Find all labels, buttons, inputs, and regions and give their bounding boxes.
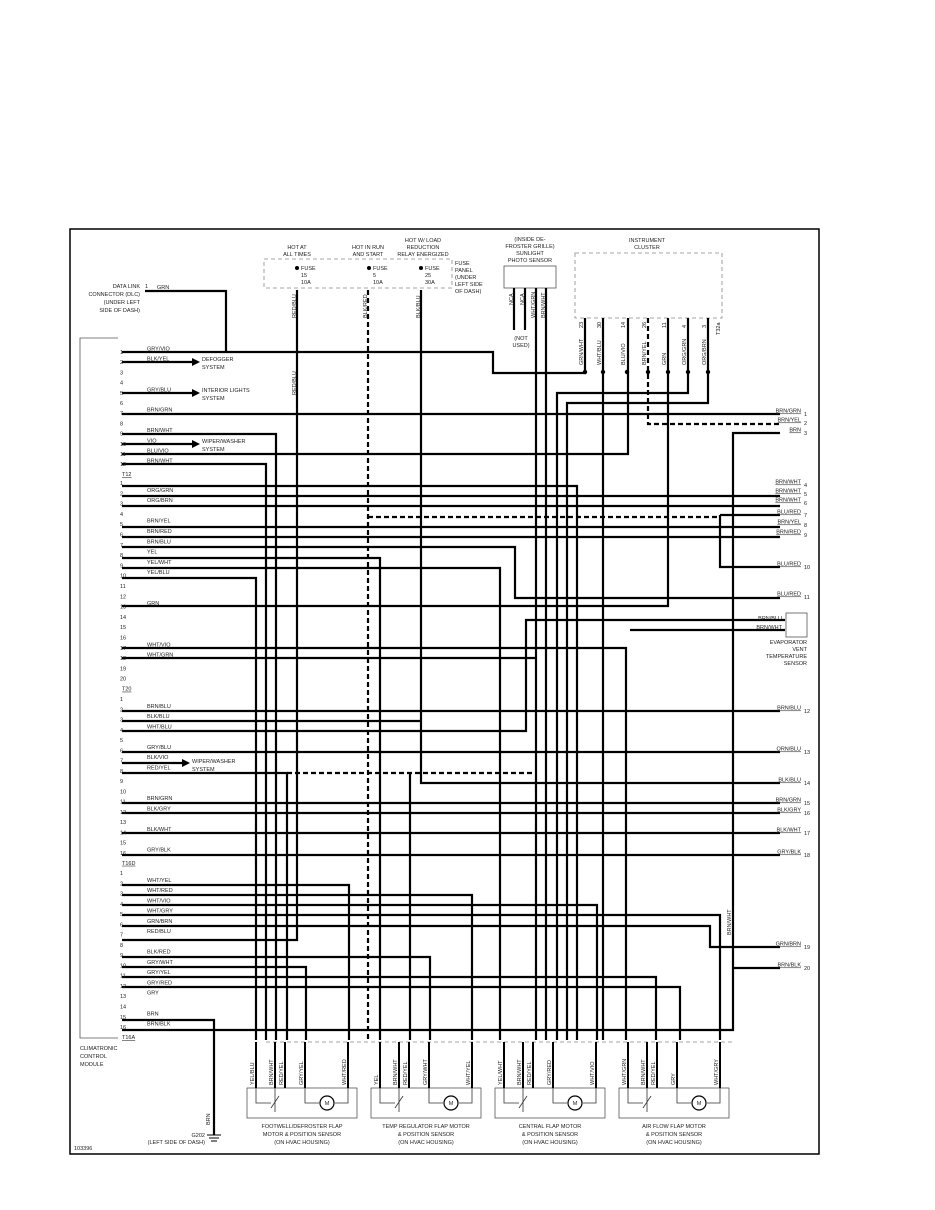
right-wire-label: BLK/BLU [778, 777, 801, 784]
fuse-5 [352, 245, 388, 318]
right-ref-number: 18 [804, 853, 811, 859]
pin-wire-label: GRY/WHT [147, 959, 173, 966]
motor-wire-label: GRY/YEL [299, 1061, 305, 1085]
motor-wire-label: BRN/WHT [269, 1059, 275, 1085]
pin-number: 3 [120, 501, 124, 508]
motor-label: FOOTWELL/DEFROSTER FLAP [261, 1124, 343, 1130]
svg-text:PANEL: PANEL [455, 268, 473, 274]
pin-wire-label: WHT/VIO [147, 642, 171, 649]
right-ref-number: 12 [804, 709, 811, 715]
svg-text:TEMPERATURE: TEMPERATURE [765, 654, 807, 660]
pin-number: 1 [120, 481, 124, 487]
pin-wire-label: BRN/GRN [147, 796, 173, 802]
motor-wire-label: RED/YEL [527, 1061, 533, 1085]
svg-text:LEFT SIDE: LEFT SIDE [455, 282, 483, 288]
motor-wire-label: YEL [374, 1074, 380, 1085]
svg-text:ALL TIMES: ALL TIMES [283, 252, 311, 258]
right-ref-number: 7 [804, 513, 808, 519]
pin-number: 3 [120, 717, 124, 724]
pin-number: 9 [120, 563, 124, 570]
pin-wire-label: BRN/BLU [147, 703, 171, 710]
svg-text:HOT IN RUN: HOT IN RUN [352, 245, 384, 251]
svg-text:PHOTO SENSOR: PHOTO SENSOR [507, 258, 553, 264]
svg-text:DATA LINK: DATA LINK [112, 284, 140, 290]
right-wire-label: BRN/GRN [775, 408, 801, 415]
svg-text:BLK/RED: BLK/RED [363, 294, 369, 318]
svg-text:AND START: AND START [352, 252, 384, 258]
pin-number: 15 [120, 625, 127, 632]
right-ref-number: 8 [804, 523, 808, 529]
motor-label: MOTOR & POSITION SENSOR [262, 1132, 342, 1138]
pin-wire-label: GRN/BRN [147, 918, 173, 925]
pin-number: 7 [120, 758, 124, 765]
pin-number: 9 [120, 431, 124, 438]
connector-id: T16D [122, 860, 136, 867]
fuse-25 [397, 238, 448, 318]
pin-number: 1 [120, 697, 124, 703]
pin-number: 11 [120, 452, 126, 458]
pin-number: 10 [120, 789, 127, 796]
pin-wire-label: WHT/RED [147, 888, 173, 895]
svg-text:(LEFT SIDE OF DASH): (LEFT SIDE OF DASH) [147, 1140, 205, 1146]
pin-wire-label: BRN/YEL [147, 518, 171, 525]
pin-wire-label: BRN/WHT [147, 458, 173, 465]
svg-text:BRN: BRN [206, 1113, 212, 1125]
pin-number: 4 [120, 901, 124, 908]
pin-wire-label: RED/YEL [147, 765, 171, 772]
pin-number: 16 [120, 1025, 127, 1032]
motor-wire-label: YEL/WHT [498, 1060, 504, 1085]
right-ref-number: 16 [804, 811, 811, 817]
svg-text:REDUCTION: REDUCTION [406, 245, 440, 251]
pin-number: 4 [120, 511, 124, 518]
svg-text:M: M [448, 1101, 454, 1107]
motor-label: (ON HVAC HOUSING) [398, 1140, 454, 1146]
pin-wire-label: GRY/BLU [147, 387, 172, 394]
pin-number: 17 [120, 645, 127, 652]
pin-number: 15 [120, 840, 127, 847]
connector-id: T12 [122, 472, 132, 479]
svg-text:SYSTEM: SYSTEM [192, 767, 215, 773]
svg-text:(NOT: (NOT [514, 336, 528, 342]
right-ref-number: 13 [804, 750, 811, 756]
cluster-pin-number: 14 [621, 321, 627, 328]
pin-number: 12 [120, 594, 127, 601]
flap-motor [495, 1042, 605, 1146]
motor-label: (ON HVAC HOUSING) [274, 1140, 330, 1146]
pin-number: 8 [120, 768, 124, 775]
right-wire-label: BLU/RED [777, 509, 801, 516]
pin-number: 7 [120, 542, 124, 549]
pin-wire-label: GRN [147, 601, 160, 608]
svg-text:CLUSTER: CLUSTER [634, 245, 660, 251]
pin-wire-label: BLK/YEL [147, 356, 170, 363]
pin-number: 14 [120, 1004, 127, 1011]
pin-wire-label: BLK/GRY [147, 806, 171, 813]
pin-number: 4 [120, 380, 124, 387]
motor-wire-label: GRY/WHT [423, 1059, 429, 1085]
motor-wire-label: BRN/WHT [517, 1059, 523, 1085]
pin-number: 13 [120, 604, 127, 611]
motor-wire-label: WHT/RED [342, 1059, 348, 1085]
pin-number: 8 [120, 553, 124, 560]
pin-number: 6 [120, 748, 124, 755]
pin-number: 11 [120, 584, 126, 590]
pin-number: 18 [120, 656, 127, 663]
right-wire-label: GRY/BLK [777, 849, 801, 856]
motor-label: CENTRAL FLAP MOTOR [518, 1124, 582, 1130]
right-ref-number: 1 [804, 412, 808, 418]
wires [122, 288, 785, 1135]
pin-number: 12 [120, 983, 127, 990]
cluster-pin-wire: ORG/GRN [682, 338, 688, 365]
svg-text:WIPER/WASHER: WIPER/WASHER [192, 759, 236, 765]
pin-wire-label: VIO [147, 438, 157, 445]
right-wire-label: BRN/YEL [777, 519, 801, 526]
svg-text:RED/BLU: RED/BLU [292, 294, 298, 318]
pin-number: 5 [120, 912, 124, 919]
pin-wire-label: WHT/VIO [147, 898, 171, 905]
svg-text:T32a: T32a [716, 322, 722, 335]
flap-motor [371, 1042, 481, 1146]
cluster-pin-wire: WHT/BLU [597, 340, 603, 365]
right-wire-label: GRN/BRN [775, 941, 801, 948]
cluster-pin-wire: GRN [662, 352, 668, 365]
pin-number: 12 [120, 809, 127, 816]
svg-text:WHT/GRN: WHT/GRN [531, 291, 537, 318]
pin-number: 4 [120, 727, 124, 734]
pin-number: 5 [120, 390, 124, 397]
pin-number: 2 [120, 707, 124, 714]
motor-label: (ON HVAC HOUSING) [646, 1140, 702, 1146]
sunlight-photo-sensor [504, 237, 556, 349]
cluster-pin-number: 26 [642, 321, 648, 328]
svg-text:BRN/WHT: BRN/WHT [541, 292, 547, 318]
flap-motor [247, 1042, 357, 1146]
pin-number: 8 [120, 942, 124, 949]
flap-motors [247, 1042, 729, 1146]
pin-number: 11 [120, 973, 126, 980]
right-wire-label: BLU/RED [777, 561, 801, 568]
motor-label: & POSITION SENSOR [521, 1132, 579, 1138]
svg-text:(INSIDE DE-: (INSIDE DE- [514, 237, 546, 243]
motor-wire-label: WHT/GRN [622, 1058, 628, 1085]
right-wire-label: BRN/BLU [777, 705, 801, 712]
cluster-pin-number: 30 [597, 321, 603, 328]
pin-number: 2 [120, 491, 124, 498]
pin-wire-label: GRY/BLK [147, 847, 171, 854]
svg-text:RELAY ENERGIZED: RELAY ENERGIZED [397, 252, 449, 258]
ground-g202 [148, 1113, 221, 1146]
pin-wire-label: YEL/WHT [147, 559, 172, 566]
pin-wire-label: ORG/GRN [147, 487, 174, 494]
svg-text:10A: 10A [373, 280, 383, 286]
right-ref-number: 14 [804, 781, 811, 787]
data-link-connector [88, 284, 226, 352]
pin-number: 14 [120, 614, 127, 621]
right-wire-label: BRN/WHT [775, 479, 801, 486]
pin-wire-label: GRY/VIO [147, 346, 170, 353]
pin-number: 9 [120, 953, 124, 960]
svg-text:1: 1 [145, 284, 149, 290]
pin-number: 6 [120, 532, 124, 539]
svg-text:OF DASH): OF DASH) [455, 289, 482, 295]
module-label [80, 1046, 118, 1068]
right-ref-number: 19 [804, 945, 811, 951]
pin-number: 14 [120, 830, 127, 837]
svg-text:CONTROL: CONTROL [80, 1054, 107, 1060]
pin-number: 11 [120, 799, 126, 806]
svg-text:INSTRUMENT: INSTRUMENT [628, 238, 666, 244]
right-ref-number: 10 [804, 565, 811, 571]
pin-number: 9 [120, 779, 124, 785]
cluster-pin-number: 23 [579, 321, 585, 328]
right-ref-number: 11 [804, 595, 810, 601]
motor-wire-label: WHT/VIO [590, 1061, 596, 1085]
svg-text:FUSE: FUSE [455, 261, 470, 267]
svg-text:M: M [696, 1101, 702, 1107]
pin-number: 10 [120, 573, 127, 580]
right-ref-number: 15 [804, 801, 811, 807]
motor-wire-label: YEL/BLU [250, 1062, 256, 1085]
svg-text:FUSE: FUSE [373, 266, 388, 272]
svg-text:INTERIOR LIGHTS: INTERIOR LIGHTS [202, 388, 250, 394]
svg-text:FUSE: FUSE [425, 266, 440, 272]
pin-number: 2 [120, 881, 124, 888]
motor-wire-label: RED/YEL [403, 1061, 409, 1085]
pin-number: 7 [120, 411, 124, 418]
cluster-pin-wire: GRN/WHT [579, 338, 585, 365]
pin-wire-label: BLK/WHT [147, 826, 172, 833]
right-wire-label: ORN/BLU [776, 746, 801, 753]
svg-text:HOT AT: HOT AT [287, 245, 307, 251]
right-ref-number: 4 [804, 483, 808, 489]
right-wire-label: BRN/RED [776, 529, 801, 536]
control-module-outline [80, 338, 118, 1038]
motor-wire-label: GRY/RED [547, 1060, 553, 1085]
motor-label: AIR FLOW FLAP MOTOR [642, 1124, 706, 1130]
right-wire-label: BLK/GRY [777, 807, 801, 814]
svg-text:30A: 30A [425, 280, 435, 286]
pin-number: 6 [120, 922, 124, 929]
svg-text:G202: G202 [191, 1133, 205, 1139]
module-connectors [120, 347, 174, 1042]
motor-wire-label: BRN/WHT [641, 1059, 647, 1085]
pin-number: 8 [120, 421, 124, 428]
svg-text:SYSTEM: SYSTEM [202, 447, 225, 453]
pin-number: 10 [120, 963, 127, 970]
motor-wire-label: RED/YEL [651, 1061, 657, 1085]
svg-text:15: 15 [301, 273, 308, 279]
svg-text:VENT: VENT [792, 647, 807, 653]
cluster-pin-wire: BRN/YEL [642, 341, 648, 365]
figure-id: 103396 [74, 1146, 93, 1152]
right-wire-label: BLK/WHT [776, 827, 801, 834]
svg-text:USED): USED) [512, 343, 530, 349]
pin-number: 15 [120, 1014, 127, 1021]
right-wire-label: BRN/BLK [777, 962, 801, 969]
right-ref-number: 20 [804, 966, 811, 972]
pin-wire-label: BLK/RED [147, 949, 171, 956]
svg-text:BLK/BLU: BLK/BLU [416, 295, 422, 318]
right-ref-number: 6 [804, 501, 808, 507]
motor-label: & POSITION SENSOR [397, 1132, 455, 1138]
svg-text:SYSTEM: SYSTEM [202, 365, 225, 371]
pin-wire-label: WHT/YEL [147, 877, 172, 884]
pin-number: 6 [120, 401, 124, 407]
pin-number: 2 [120, 360, 124, 367]
svg-text:SIDE OF DASH): SIDE OF DASH) [99, 308, 140, 314]
pin-number: 10 [120, 441, 127, 448]
svg-text:CONNECTOR (DLC): CONNECTOR (DLC) [88, 292, 140, 298]
diagram-frame [70, 229, 819, 1154]
right-wire-label: BRN/GRN [775, 797, 801, 804]
pin-number: 1 [120, 350, 124, 356]
pin-wire-label: GRY [147, 990, 159, 997]
pin-wire-label: WHT/BLU [147, 724, 172, 731]
svg-text:SENSOR: SENSOR [783, 661, 807, 667]
pin-wire-label: BRN/BLK [147, 1021, 171, 1028]
pin-number: 1 [120, 871, 124, 877]
cluster-pin-number: 3 [702, 324, 708, 328]
svg-text:FUSE: FUSE [301, 266, 316, 272]
svg-text:BRN/WHT: BRN/WHT [756, 625, 782, 631]
pin-wire-label: ORG/BRN [147, 498, 173, 505]
motor-wire-label: GRY [671, 1073, 677, 1085]
right-ref-number: 17 [804, 831, 811, 837]
motor-wire-label: WHT/YEL [466, 1060, 472, 1085]
svg-text:5: 5 [373, 273, 377, 279]
pin-wire-label: BLK/VIO [147, 755, 169, 761]
svg-text:HOT W/ LOAD: HOT W/ LOAD [404, 238, 442, 244]
motor-label: & POSITION SENSOR [645, 1132, 703, 1138]
pin-number: 13 [120, 820, 127, 826]
pin-wire-label: BRN [147, 1011, 159, 1018]
right-wire-label: BRN/WHT [775, 488, 801, 495]
svg-text:WIPER/WASHER: WIPER/WASHER [202, 439, 246, 445]
right-ref-number: 2 [804, 421, 808, 427]
pin-number: 19 [120, 666, 127, 673]
pin-number: 12 [120, 462, 127, 469]
svg-text:NCA: NCA [520, 293, 526, 305]
cluster-pin-number: 4 [682, 324, 688, 328]
pin-number: 16 [120, 850, 127, 857]
right-ref-number: 5 [804, 492, 808, 498]
fuse-15 [283, 245, 316, 395]
right-wire-label: BRN/WHT [775, 497, 801, 504]
svg-text:DEFOGGER: DEFOGGER [202, 357, 234, 363]
right-references [775, 409, 810, 973]
svg-text:(UNDER LEFT: (UNDER LEFT [103, 300, 140, 306]
pin-wire-label: YEL/BLU [147, 570, 170, 577]
motor-wire-label: BRN/WHT [393, 1059, 399, 1085]
pin-number: 5 [120, 522, 124, 529]
vertical-wire-label: BRN/WHT [727, 909, 733, 935]
pin-number: 3 [120, 891, 124, 898]
pin-wire-label: WHT/GRY [147, 908, 173, 915]
pin-wire-label: GRY/RED [147, 980, 172, 987]
connector-id: T16A [122, 1035, 136, 1042]
pin-wire-label: BLK/BLU [147, 714, 170, 720]
svg-text:25: 25 [425, 273, 432, 279]
right-wire-label: BRN [789, 427, 801, 434]
pin-number: 7 [120, 932, 124, 939]
svg-text:NCA: NCA [509, 293, 515, 305]
cluster-pin-wire: BLU/VIO [621, 343, 627, 365]
svg-text:10A: 10A [301, 280, 311, 286]
svg-text:CLIMATRONIC: CLIMATRONIC [80, 1046, 118, 1052]
svg-text:SYSTEM: SYSTEM [202, 396, 225, 402]
pin-wire-label: BLU/VIO [147, 448, 169, 455]
svg-text:(UNDER: (UNDER [455, 275, 477, 281]
pin-wire-label: YEL [147, 549, 158, 556]
pin-number: 5 [120, 738, 124, 744]
pin-wire-label: BRN/WHT [147, 428, 173, 435]
svg-text:SUNLIGHT: SUNLIGHT [516, 251, 544, 257]
right-ref-number: 9 [804, 533, 808, 539]
svg-text:FROSTER GRILLE): FROSTER GRILLE) [505, 244, 555, 250]
motor-wire-label: WHT/GRY [714, 1059, 720, 1085]
right-wire-label: BLU/RED [777, 591, 801, 598]
pin-wire-label: GRY/BLU [147, 744, 172, 751]
svg-text:M: M [324, 1101, 330, 1107]
svg-text:GRN: GRN [157, 285, 170, 291]
motor-label: TEMP REGULATOR FLAP MOTOR [382, 1124, 470, 1130]
connector-id: T20 [122, 686, 132, 693]
pin-number: 13 [120, 994, 127, 1001]
svg-text:MODULE: MODULE [80, 1062, 104, 1068]
svg-text:EVAPORATOR: EVAPORATOR [769, 640, 807, 646]
pin-wire-label: WHT/GRN [147, 652, 174, 659]
pin-wire-label: RED/BLU [147, 929, 171, 936]
pin-wire-label: BRN/BLU [147, 539, 171, 546]
motor-label: (ON HVAC HOUSING) [522, 1140, 578, 1146]
motor-wire-label: RED/YEL [279, 1061, 285, 1085]
pin-wire-label: BRN/RED [147, 529, 172, 535]
pin-number: 20 [120, 676, 127, 683]
cluster-pin-wire: ORG/BRN [702, 339, 708, 365]
right-wire-label: BRN/YEL [777, 417, 801, 424]
svg-text:RED/BLU: RED/BLU [292, 371, 298, 395]
flap-motor [619, 1042, 729, 1146]
pin-wire-label: GRY/YEL [147, 970, 171, 977]
pin-number: 3 [120, 370, 124, 377]
svg-text:M: M [572, 1101, 578, 1107]
pin-wire-label: BRN/GRN [147, 407, 173, 414]
right-ref-number: 3 [804, 431, 808, 437]
svg-text:BRN/BLU: BRN/BLU [758, 616, 782, 622]
cluster-pin-number: 11 [662, 322, 668, 328]
pin-number: 16 [120, 635, 127, 642]
